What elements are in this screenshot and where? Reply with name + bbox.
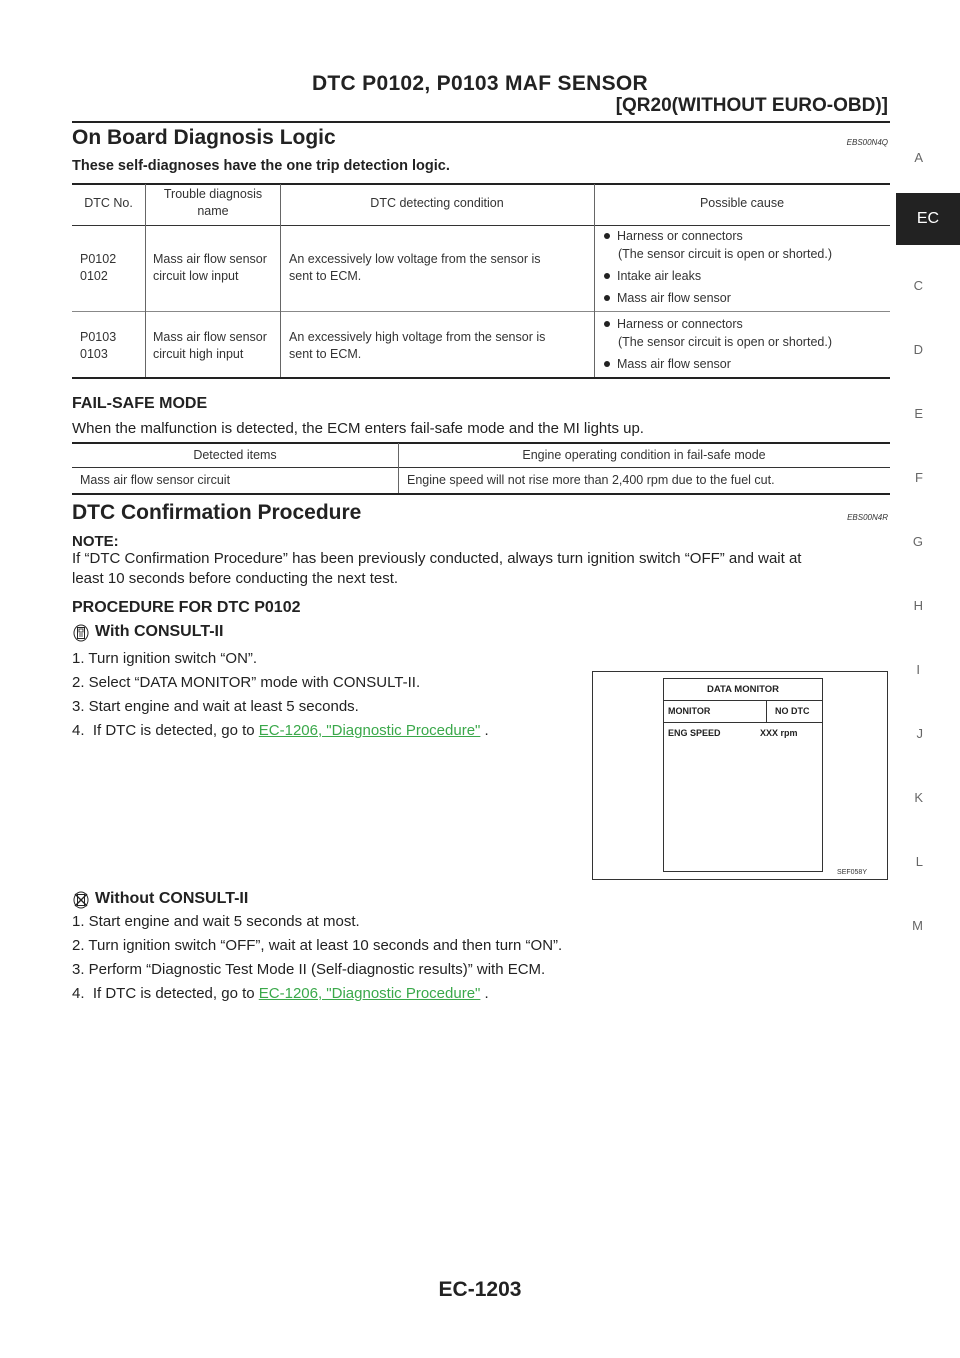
possible-cause-item (604, 356, 731, 373)
failsafe-text: When the malfunction is detected, the ECM enters fail-safe mode and the MI lights up. (72, 420, 644, 437)
failsafe-header-condition: Engine operating condition in fail-safe mode (522, 448, 766, 462)
procedure-step (72, 985, 489, 1002)
table-bottom-rule (72, 493, 890, 495)
screen-data-row (664, 723, 822, 743)
condition-line: An excessively high voltage from the sensor is (289, 330, 546, 344)
monitor-label: MONITOR (668, 706, 711, 716)
dtc-code: 0102 (80, 269, 108, 283)
no-dtc-label: NO DTC (775, 706, 810, 716)
condition-line: An excessively low voltage from the sensor is (289, 252, 541, 266)
detecting-condition (289, 251, 541, 285)
section-title-dtc-confirmation: DTC Confirmation Procedure (72, 501, 362, 524)
possible-cause-item (604, 268, 701, 285)
table-bottom-rule (72, 377, 890, 379)
side-tab-k[interactable]: K (914, 790, 923, 805)
side-tab-l[interactable]: L (915, 854, 923, 869)
procedure-step: 3. Start engine and wait at least 5 seconds. (72, 698, 359, 715)
section-code: EBS00N4R (847, 513, 888, 522)
step-text: . (480, 722, 489, 739)
diagnostic-procedure-link[interactable]: EC-1206, "Diagnostic Procedure" (258, 985, 481, 1002)
side-tab-d[interactable]: D (913, 342, 923, 357)
step-text: 4. If DTC is detected, go to (72, 985, 259, 1002)
page-header-subtitle: [QR20(WITHOUT EURO-OBD)] (615, 95, 888, 116)
detecting-condition (289, 329, 545, 363)
diagnosis-name (153, 329, 267, 363)
table-header-dtc: DTC No. (84, 196, 133, 210)
cause-text: Harness or connectors (617, 317, 743, 331)
diagnosis-name-line: circuit high input (153, 347, 244, 361)
condition-line: sent to ECM. (289, 347, 362, 361)
with-consult-label: With CONSULT-II (95, 623, 224, 640)
without-consult-label: Without CONSULT-II (95, 890, 249, 907)
table-header-cause: Possible cause (699, 196, 785, 210)
side-tab-i[interactable]: I (916, 662, 920, 677)
eng-speed-value: XXX rpm (760, 728, 798, 738)
bullet-icon (604, 295, 610, 301)
side-tab-e[interactable]: E (914, 406, 923, 421)
note-label: NOTE: (72, 533, 119, 550)
cause-text: Intake air leaks (617, 269, 702, 283)
failsafe-detected-item: Mass air flow sensor circuit (80, 473, 231, 487)
page-number: EC-1203 (438, 1278, 522, 1301)
bullet-icon (604, 361, 610, 367)
table-row (80, 251, 116, 285)
side-tab-f[interactable]: F (915, 470, 923, 485)
procedure-title: PROCEDURE FOR DTC P0102 (72, 599, 301, 616)
bullet-icon (604, 233, 610, 239)
dtc-code: P0103 (80, 330, 117, 344)
step-text: . (480, 985, 489, 1002)
dtc-code: 0103 (80, 347, 108, 361)
table-header-condition: DTC detecting condition (370, 196, 504, 210)
header-divider (72, 121, 890, 123)
section-intro: These self-diagnoses have the one trip detection logic. (72, 158, 450, 174)
data-monitor-figure (592, 671, 888, 880)
procedure-step (72, 722, 489, 739)
procedure-step: 1. Turn ignition switch “ON”. (72, 650, 258, 667)
failsafe-title: FAIL-SAFE MODE (72, 395, 208, 412)
consult-screen (663, 678, 823, 872)
figure-code: SEF058Y (837, 869, 867, 876)
table-top-rule (72, 442, 890, 444)
section-code: EBS00N4Q (846, 138, 888, 147)
diagnosis-name-line: Mass air flow sensor (153, 330, 267, 344)
table-col-divider (594, 184, 595, 377)
table-row (80, 329, 116, 363)
possible-cause-item (604, 228, 743, 245)
section-title-obd-logic: On Board Diagnosis Logic (72, 126, 336, 149)
procedure-step: 2. Select “DATA MONITOR” mode with CONSULT-II. (72, 674, 421, 691)
note-line: If “DTC Confirmation Procedure” has been previously conducted, always turn ignition switch “OFF” and wait at (72, 550, 802, 567)
dtc-code: P0102 (80, 252, 117, 266)
eng-speed-label: ENG SPEED (668, 728, 721, 738)
side-tab-c[interactable]: C (913, 278, 923, 293)
table-header-name: Trouble diagnosis name (163, 187, 263, 218)
side-tab-j[interactable]: J (916, 726, 923, 741)
possible-cause-detail: (The sensor circuit is open or shorted.) (618, 335, 832, 349)
note-line: least 10 seconds before conducting the next test. (72, 570, 399, 587)
screen-title: DATA MONITOR (664, 679, 822, 701)
table-row-rule (72, 311, 890, 312)
table-header-rule (72, 467, 890, 468)
table-header-rule (72, 225, 890, 226)
diagnostic-procedure-link[interactable]: EC-1206, "Diagnostic Procedure" (258, 722, 481, 739)
cause-text: Harness or connectors (617, 229, 743, 243)
consult-tester-icon (73, 624, 89, 642)
screen-divider (766, 701, 767, 722)
procedure-step: 3. Perform “Diagnostic Test Mode II (Self-diagnostic results)” with ECM. (72, 961, 546, 978)
diagnosis-name-line: circuit low input (153, 269, 239, 283)
side-tab-h[interactable]: H (913, 598, 923, 613)
table-top-rule (72, 183, 890, 185)
possible-cause-item (604, 290, 731, 307)
procedure-step: 2. Turn ignition switch “OFF”, wait at least 10 seconds and then turn “ON”. (72, 937, 563, 954)
side-tab-ec-active[interactable]: EC (896, 193, 960, 245)
page-header-title: DTC P0102, P0103 MAF SENSOR (311, 72, 649, 95)
step-text: 4. If DTC is detected, go to (72, 722, 259, 739)
possible-cause-detail: (The sensor circuit is open or shorted.) (618, 247, 832, 261)
side-tab-m[interactable]: M (912, 918, 923, 933)
cause-text: Mass air flow sensor (617, 357, 731, 371)
failsafe-header-items: Detected items (193, 448, 277, 462)
table-col-divider (280, 184, 281, 377)
failsafe-condition: Engine speed will not rise more than 2,400 rpm due to the fuel cut. (407, 473, 775, 487)
side-tab-a[interactable]: A (914, 150, 923, 165)
diagnosis-name-line: Mass air flow sensor (153, 252, 267, 266)
bullet-icon (604, 273, 610, 279)
cause-text: Mass air flow sensor (617, 291, 731, 305)
screen-header-row (664, 701, 822, 723)
table-col-divider (145, 184, 146, 377)
diagnosis-name (153, 251, 267, 285)
possible-cause-item (604, 316, 743, 333)
bullet-icon (604, 321, 610, 327)
condition-line: sent to ECM. (289, 269, 362, 283)
no-tester-icon (73, 891, 89, 909)
procedure-step: 1. Start engine and wait 5 seconds at most. (72, 913, 360, 930)
side-tab-g[interactable]: G (912, 534, 923, 549)
